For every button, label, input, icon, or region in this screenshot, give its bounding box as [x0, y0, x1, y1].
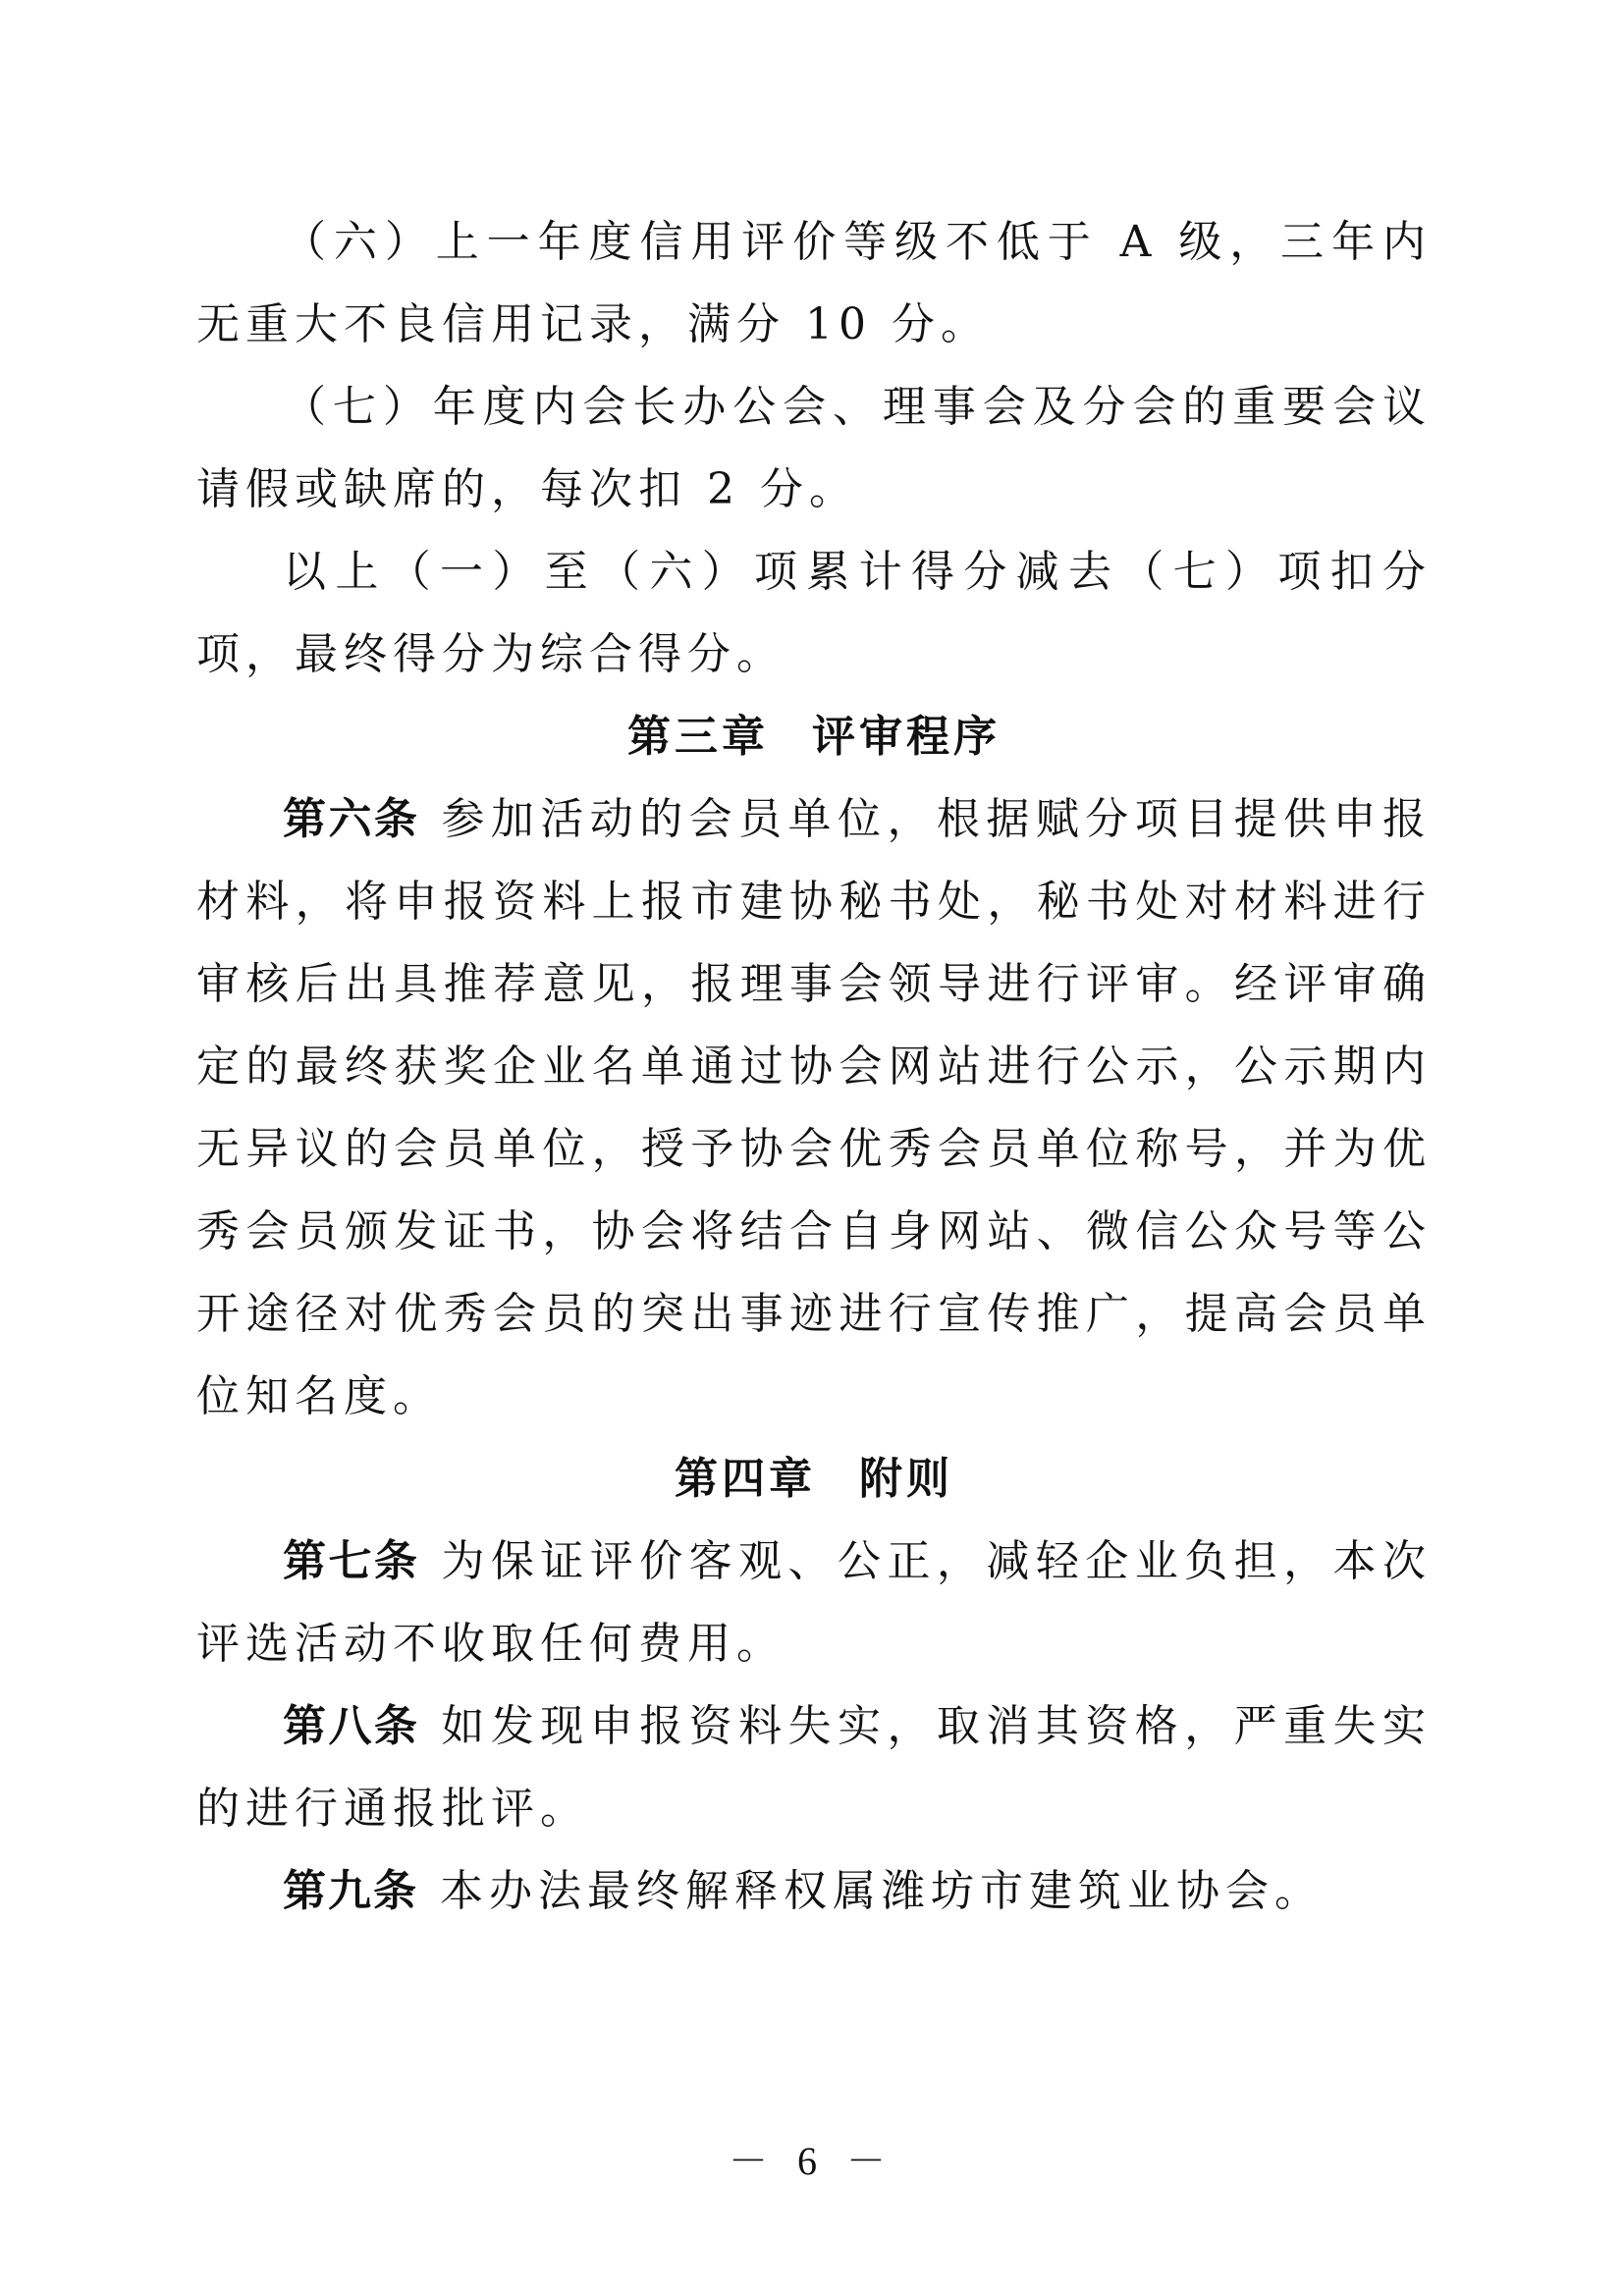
article-7-label: 第七条	[283, 1536, 420, 1586]
article-8-text: 如发现申报资料失实，取消其资格，严重失实的进行通报批评。	[196, 1701, 1433, 1834]
article-7-text: 为保证评价客观、公正，减轻企业负担，本次评选活动不收取任何费用。	[196, 1536, 1433, 1669]
document-page	[196, 201, 1432, 1933]
article-6	[196, 778, 1432, 1438]
article-9-text: 本办法最终解释权属潍坊市建筑业协会。	[440, 1866, 1324, 1916]
chapter-3-title: 评审程序	[812, 712, 1001, 762]
article-8	[196, 1685, 1432, 1850]
chapter-4-heading	[196, 1438, 1432, 1521]
paragraph-item-7: （七）年度内会长办公会、理事会及分会的重要会议请假或缺席的，每次扣 2 分。	[196, 382, 1432, 514]
chapter-4-title: 附则	[859, 1454, 953, 1504]
article-9-label: 第九条	[283, 1866, 418, 1916]
article-9	[196, 1850, 1432, 1933]
paragraph-item-6: （六）上一年度信用评价等级不低于 A 级，三年内无重大不良信用记录，满分 10 分。	[196, 217, 1432, 349]
page-number: － 6 －	[729, 2139, 895, 2183]
chapter-3-heading	[196, 696, 1432, 778]
article-6-text: 参加活动的会员单位，根据赋分项目提供申报材料，将申报资料上报市建协秘书处，秘书处对材料进行审核后出具推荐意见，报理事会领导进行评审。经评审确定的最终获奖企业名单通过协会网站进行公示，公示期内无异议的会员单位，授予协会优秀会员单位称号，并为优秀会员颁发证书，协会将结合自身网站、微信公众号等公开途径对优秀会员的突出事迹进行宣传推广，提高会员单位知名度。	[196, 794, 1433, 1421]
paragraph-summary: 以上（一）至（六）项累计得分减去（七）项扣分项，最终得分为综合得分。	[196, 547, 1432, 679]
chapter-3-number: 第三章	[627, 712, 769, 762]
article-7	[196, 1521, 1432, 1685]
article-6-label: 第六条	[283, 794, 420, 844]
chapter-4-number: 第四章	[675, 1454, 816, 1504]
article-8-label: 第八条	[283, 1701, 420, 1751]
